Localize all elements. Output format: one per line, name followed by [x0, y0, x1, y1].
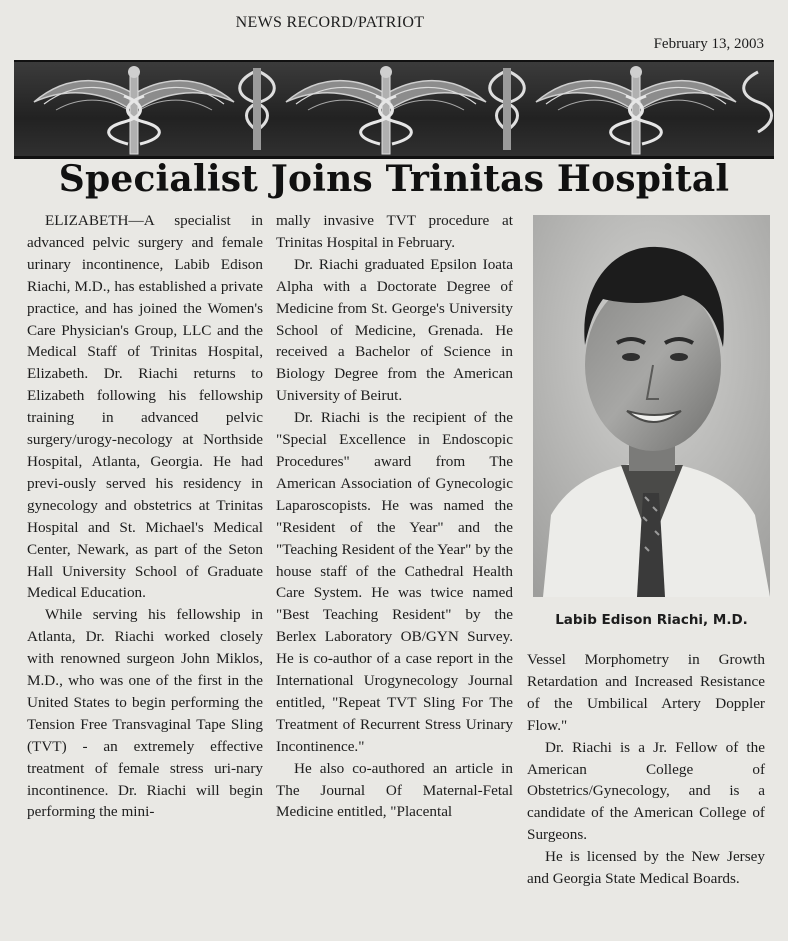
paragraph: ELIZABETH—A specialist in advanced pelvic surgery and female urinary incontinence, Labib Edison Riachi, M.D., has established a private practice, and has joined the Women's Care Physician's Group, LLC and the Medical Staff of Trinitas Hospital, Elizabeth. Dr. Riachi returns to Elizabeth following his fellowship training in advanced pelvic surgery/urogy-necology at Northside Hospital, Atlanta, Georgia. He had previ-ously served his residency in gynecology and obstetrics at Trinitas Hospital and St. Michael's Medical Center, Newark, as part of the Seton Hall University School of Graduate Medical Education. [27, 212, 263, 602]
paragraph: Vessel Morphometry in Growth Retardation and Increased Resistance of the Umbilical Artery Doppler Flow." [527, 651, 765, 734]
paragraph: Dr. Riachi is the recipient of the "Special Excellence in Endoscopic Procedures" award from The American Association of Gynecologic Laparoscopists. He was named the "Resident of the Year" and the "Teaching Resident of the Year" by the house staff of the Cathedral Health Care System. He was twice named "Best Teaching Resident" by the Berlex Laboratory OB/GYN Survey. He is co-author of a case report in the International Urogynecology Journal entitled, "Repeat TVT Sling For The Treatment of Recurrent Stress Urinary Incontinence." [276, 409, 513, 755]
caduceus-banner [14, 60, 774, 159]
article-column-3 [527, 649, 765, 890]
publication-name: NEWS RECORD/PATRIOT [235, 14, 425, 31]
paragraph: He also co-authored an article in The Journal Of Maternal-Fetal Medicine entitled, "Placental [276, 759, 513, 821]
photo-caption: Labib Edison Riachi, M.D. [555, 612, 748, 628]
article-column-2 [276, 210, 513, 823]
paragraph: He is licensed by the New Jersey and Georgia State Medical Boards. [527, 848, 765, 888]
publication-date: February 13, 2003 [653, 36, 764, 52]
article-column-1 [27, 210, 263, 823]
paragraph: Dr. Riachi is a Jr. Fellow of the American College of Obstetrics/Gynecology, and is a candidate of the American College of Surgeons. [527, 738, 765, 844]
headline: Specialist Joins Trinitas Hospital [58, 158, 730, 200]
paragraph: Dr. Riachi graduated Epsilon Ioata Alpha with a Doctorate Degree of Medicine from St. George's University School of Medicine, Grenada. He received a Bachelor of Science in Biology Degree from the American University of Beirut. [276, 255, 513, 405]
paragraph: While serving his fellowship in Atlanta, Dr. Riachi worked closely with renowned surgeon John Miklos, M.D., who was one of the first in the United States to begin performing the Tension Free Transvaginal Tape Sling (TVT) - an extremely effective treatment of female stress uri-nary incontinence. Dr. Riachi will begin performing the mini- [27, 606, 263, 821]
portrait-illustration [533, 215, 770, 597]
caduceus-pattern [14, 62, 774, 156]
portrait-photo [533, 215, 770, 597]
paragraph: mally invasive TVT procedure at Trinitas Hospital in February. [276, 212, 513, 251]
